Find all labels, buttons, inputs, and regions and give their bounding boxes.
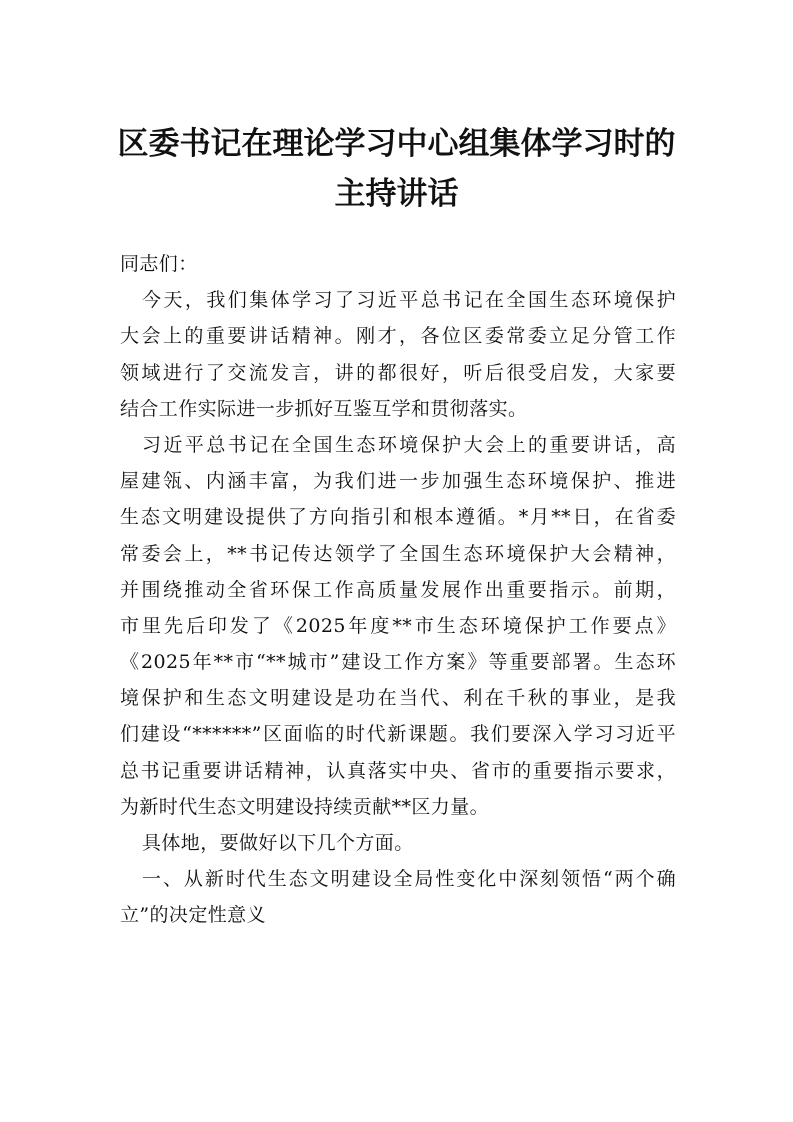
- document-title-line-2: 主持讲话: [334, 176, 459, 212]
- paragraph-1-line-3: 领域进行了交流发言，讲的都很好，听后很受启发，大家要: [120, 361, 676, 384]
- paragraph-3-line-1: 具体地，要做好以下几个方面。: [142, 832, 414, 854]
- paragraph-2-line-6: 市里先后印发了《2025年度**市生态环境保护工作要点》: [120, 614, 676, 637]
- paragraph-2-line-5: 并围绕推动全省环保工作高质量发展作出重要指示。前期，: [120, 578, 676, 601]
- heading-1-line-2: 立”的决定性意义: [120, 904, 266, 927]
- document-body: [120, 246, 676, 934]
- paragraph-2-line-3: 生态文明建设提供了方向指引和根本遵循。*月**日，在省委: [120, 506, 676, 529]
- paragraph-2-line-8: 境保护和生态文明建设是功在当代、利在千秋的事业，是我: [120, 687, 676, 710]
- paragraph-2-line-9: 们建设“******”区面临的时代新课题。我们要深入学习习近平: [120, 723, 676, 746]
- paragraph-2-line-7: 《2025年**市“**城市”建设工作方案》等重要部署。生态环: [120, 651, 676, 674]
- paragraph-1-line-1: 今天，我们集体学习了习近平总书记在全国生态环境保护: [142, 289, 676, 312]
- paragraph-2-line-1: 习近平总书记在全国生态环境保护大会上的重要讲话，高: [142, 433, 676, 456]
- salutation: 同志们：: [120, 253, 198, 275]
- heading-1-line-1: 一、从新时代生态文明建设全局性变化中深刻领悟“两个确: [142, 868, 676, 891]
- paragraph-2-line-4: 常委会上，**书记传达领学了全国生态环境保护大会精神，: [120, 542, 676, 565]
- document-title-line-1: 区委书记在理论学习中心组集体学习时的: [117, 126, 676, 162]
- paragraph-2-line-11: 为新时代生态文明建设持续贡献**区力量。: [120, 795, 490, 818]
- paragraph-1-line-2: 大会上的重要讲话精神。刚才，各位区委常委立足分管工作: [120, 325, 676, 348]
- paragraph-2-line-10: 总书记重要讲话精神，认真落实中央、省市的重要指示要求，: [120, 759, 676, 782]
- paragraph-2-line-2: 屋建瓴、内涵丰富，为我们进一步加强生态环境保护、推进: [120, 470, 676, 493]
- paragraph-1-line-4: 结合工作实际进一步抓好互鉴互学和贯彻落实。: [120, 397, 528, 420]
